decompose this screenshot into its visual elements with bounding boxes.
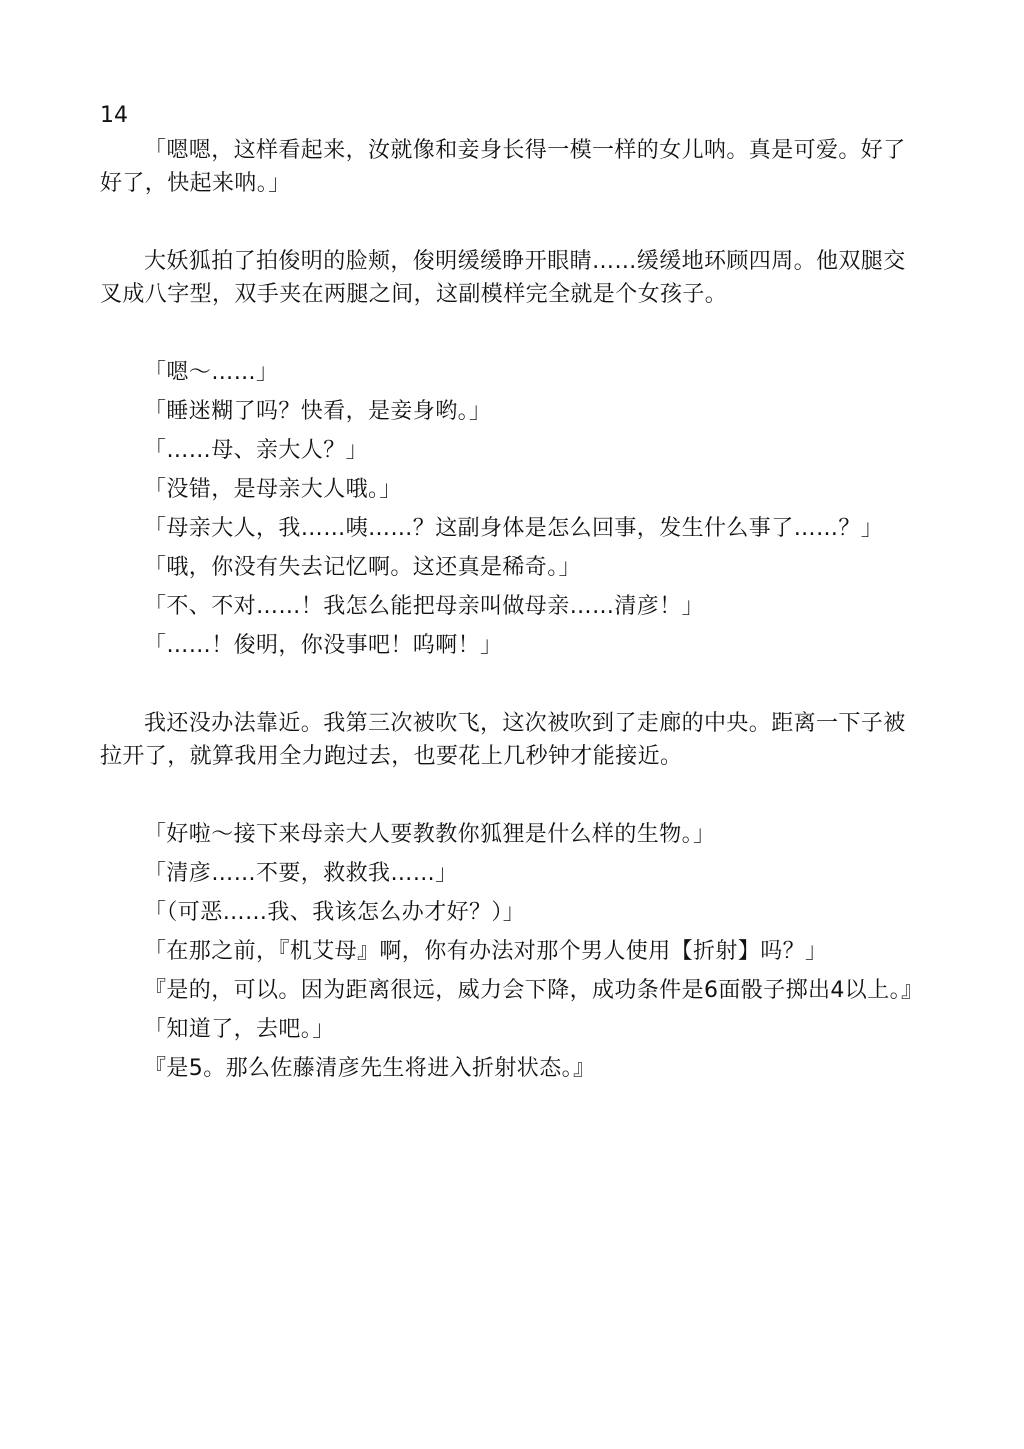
dialogue-line: 「（可恶……我、我该怎么办才好？）」 xyxy=(144,900,526,925)
dialogue-line: 「……！俊明，你没事吧！呜啊！」 xyxy=(144,633,503,658)
dialogue-block-1 xyxy=(100,356,920,662)
dialogue-line: 「睡迷糊了吗？快看，是妾身哟。」 xyxy=(144,399,492,424)
dialogue-line: 「嗯～……」 xyxy=(144,360,279,385)
dialogue-line: 「没错，是母亲大人哦。」 xyxy=(144,477,402,502)
paragraph-narration-1: 大妖狐拍了拍俊明的脸颊，俊明缓缓睁开眼睛……缓缓地环顾四周。他双腿交叉成八字型，双手夹在两腿之间，这副模样完全就是个女孩子。 xyxy=(100,249,906,307)
dialogue-line: 『是的，可以。因为距离很远，威力会下降，成功条件是6面骰子掷出4以上。』 xyxy=(144,978,924,1003)
dialogue-line: 『是5。那么佐藤清彦先生将进入折射状态。』 xyxy=(144,1056,596,1081)
dialogue-line: 「知道了，去吧。」 xyxy=(144,1017,335,1042)
dialogue-line: 「好啦～接下来母亲大人要教教你狐狸是什么样的生物。」 xyxy=(144,822,716,847)
dialogue-line: 「母亲大人，我……咦……？这副身体是怎么回事，发生什么事了……？」 xyxy=(144,516,884,541)
dialogue-line: 「在那之前，『机艾母』啊，你有办法对那个男人使用【折射】吗？」 xyxy=(144,939,828,964)
dialogue-line: 「……母、亲大人？」 xyxy=(144,438,369,463)
dialogue-block-2 xyxy=(100,818,924,1085)
dialogue-line: 「哦，你没有失去记忆啊。这还真是稀奇。」 xyxy=(144,555,582,580)
paragraph-opening-dialogue: 「嗯嗯，这样看起来，汝就像和妾身长得一模一样的女儿呐。真是可爱。好了好了，快起来呐。」 xyxy=(100,138,906,196)
dialogue-line: 「不、不对……！我怎么能把母亲叫做母亲……清彦！」 xyxy=(144,594,705,619)
document-page xyxy=(100,100,924,1091)
page-number: 14 xyxy=(100,103,128,128)
dialogue-line: 「清彦……不要，救救我……」 xyxy=(144,861,458,886)
paragraph-narration-2: 我还没办法靠近。我第三次被吹飞，这次被吹到了走廊的中央。距离一下子被拉开了，就算我用全力跑过去，也要花上几秒钟才能接近。 xyxy=(100,711,906,769)
